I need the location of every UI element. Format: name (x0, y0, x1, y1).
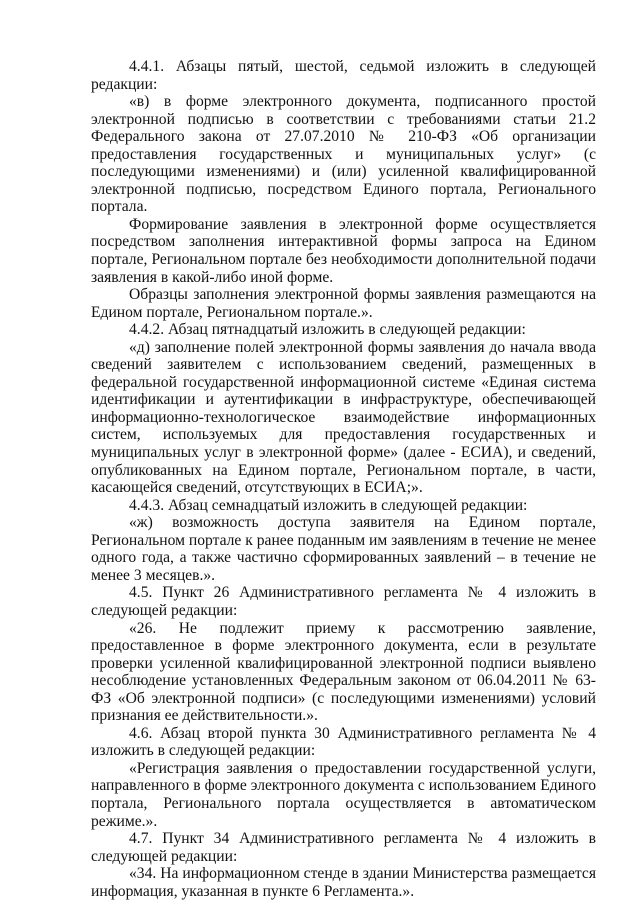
paragraph-item-d: «д) заполнение полей электронной формы заявления до начала ввода сведений заявителем с использованием сведений, размещенных в федеральной государственной информационной системе «Единая система идентификации и аутентификации в инфраструктуре, обеспечивающей информационно-технологическое взаимодействие информационных систем, используемых для предоставления государственных и муниципальных услуг в электронной форме» (далее - ЕСИА), и сведений, опубликованных на Едином портале, Региональном портале, в части, касающейся сведений, отсутствующих в ЕСИА;». (91, 338, 596, 497)
paragraph-4-4-3: 4.4.3. Абзац семнадцатый изложить в следующей редакции: (129, 496, 528, 514)
document-body (91, 58, 596, 900)
paragraph-form-samples: Образцы заполнения электронной формы заявления размещаются на Едином портале, Региональном портале.». (91, 286, 596, 321)
paragraph-point-26: «26. Не подлежит приему к рассмотрению заявление, предоставленное в форме электронного документа, если в результате проверки усиленной квалифицированной электронной подписи выявлено несоблюдение установленных Федеральным законом от 06.04.2011 № 63-ФЗ «Об электронной подписи» (с последующими изменениями) условий признания ее действительности.». (91, 619, 596, 725)
paragraph-point-34: «34. На информационном стенде в здании Министерства размещается информация, указанная в пункте 6 Регламента.». (91, 865, 596, 900)
paragraph-4-4-1: 4.4.1. Абзацы пятый, шестой, седьмой изложить в следующей редакции: (91, 58, 596, 93)
paragraph-form-creation: Формирование заявления в электронной форме осуществляется посредством заполнения интерактивной формы запроса на Едином портале, Региональном портале без необходимости дополнительной подачи заявления в какой-либо иной форме. (91, 215, 596, 286)
paragraph-4-5: 4.5. Пункт 26 Административного регламента № 4 изложить в следующей редакции: (91, 584, 596, 619)
paragraph-item-zh: «ж) возможность доступа заявителя на Едином портале, Региональном портале к ранее поданным им заявлениям в течение не менее одного года, а также частично сформированных заявлений – в течение не менее 3 месяцев.». (91, 514, 596, 584)
paragraph-registration: «Регистрация заявления о предоставлении государственной услуги, направленного в форме электронного документа с использованием Единого портала, Регионального портала осуществляется в автоматическом режиме.». (91, 759, 596, 830)
paragraph-item-v: «в) в форме электронного документа, подписанного простой электронной подписью в соответствии с требованиями статьи 21.2 Федерального закона от 27.07.2010 № 210-ФЗ «Об организации предоставления государственных и муниципальных услуг» (с последующими изменениями) и (или) усиленной квалифицированной электронной подписью, посредством Единого портала, Регионального портала. (91, 93, 596, 216)
paragraph-4-6: 4.6. Абзац второй пункта 30 Административного регламента № 4 изложить в следующей редакции: (91, 724, 596, 760)
paragraph-4-4-2: 4.4.2. Абзац пятнадцатый изложить в следующей редакции: (129, 321, 526, 339)
paragraph-4-7: 4.7. Пункт 34 Административного регламента № 4 изложить в следующей редакции: (91, 830, 596, 865)
